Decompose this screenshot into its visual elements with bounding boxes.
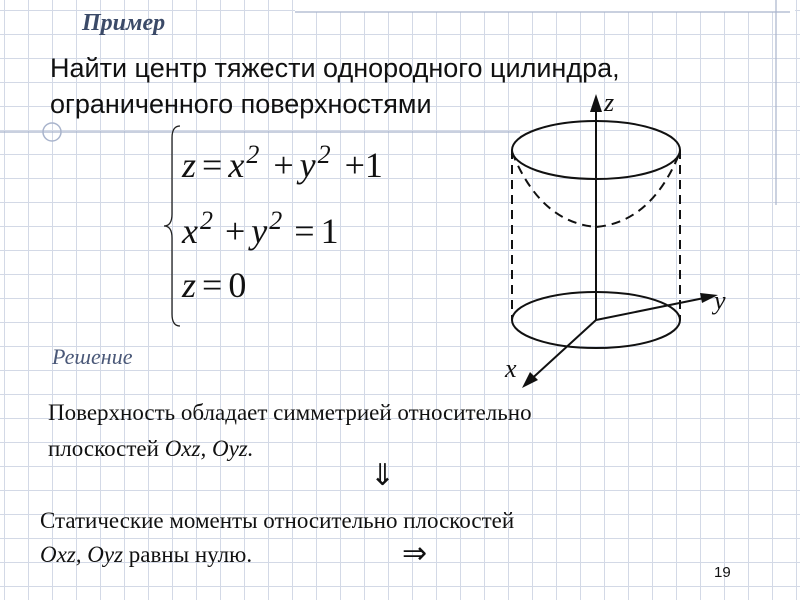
z-axis-label: z: [604, 88, 615, 117]
solution-heading: Решение: [52, 344, 133, 369]
y-axis-label: y: [714, 286, 726, 315]
moments-line-2: Oxz, Oyz равны нулю.: [40, 542, 253, 567]
implies-right-arrow: ⇒: [402, 536, 428, 571]
moments-line-1: Статические моменты относительно плоскостей: [40, 508, 515, 533]
page-number: 19: [714, 564, 731, 581]
problem-line-1: Найти центр тяжести однородного цилиндра,: [50, 53, 620, 83]
equation-2: $x^2 + y^2 = 1$: [182, 206, 339, 251]
symmetry-line-1: Поверхность обладает симметрией относительно: [48, 400, 532, 425]
x-axis: [526, 320, 596, 384]
symmetry-line-2: плоскостей Oxz, Oyz.: [48, 436, 254, 461]
example-heading: Пример: [82, 10, 166, 36]
x-axis-label: x: [505, 354, 517, 383]
implies-down-arrow: ⇓: [370, 458, 396, 493]
equation-3: z = 0: [182, 265, 247, 305]
problem-line-2: ограниченного поверхностями: [50, 89, 432, 119]
equation-1: $z = x^2 + y^2 +1$: [182, 140, 383, 185]
z-axis-arrowhead: [590, 94, 602, 112]
